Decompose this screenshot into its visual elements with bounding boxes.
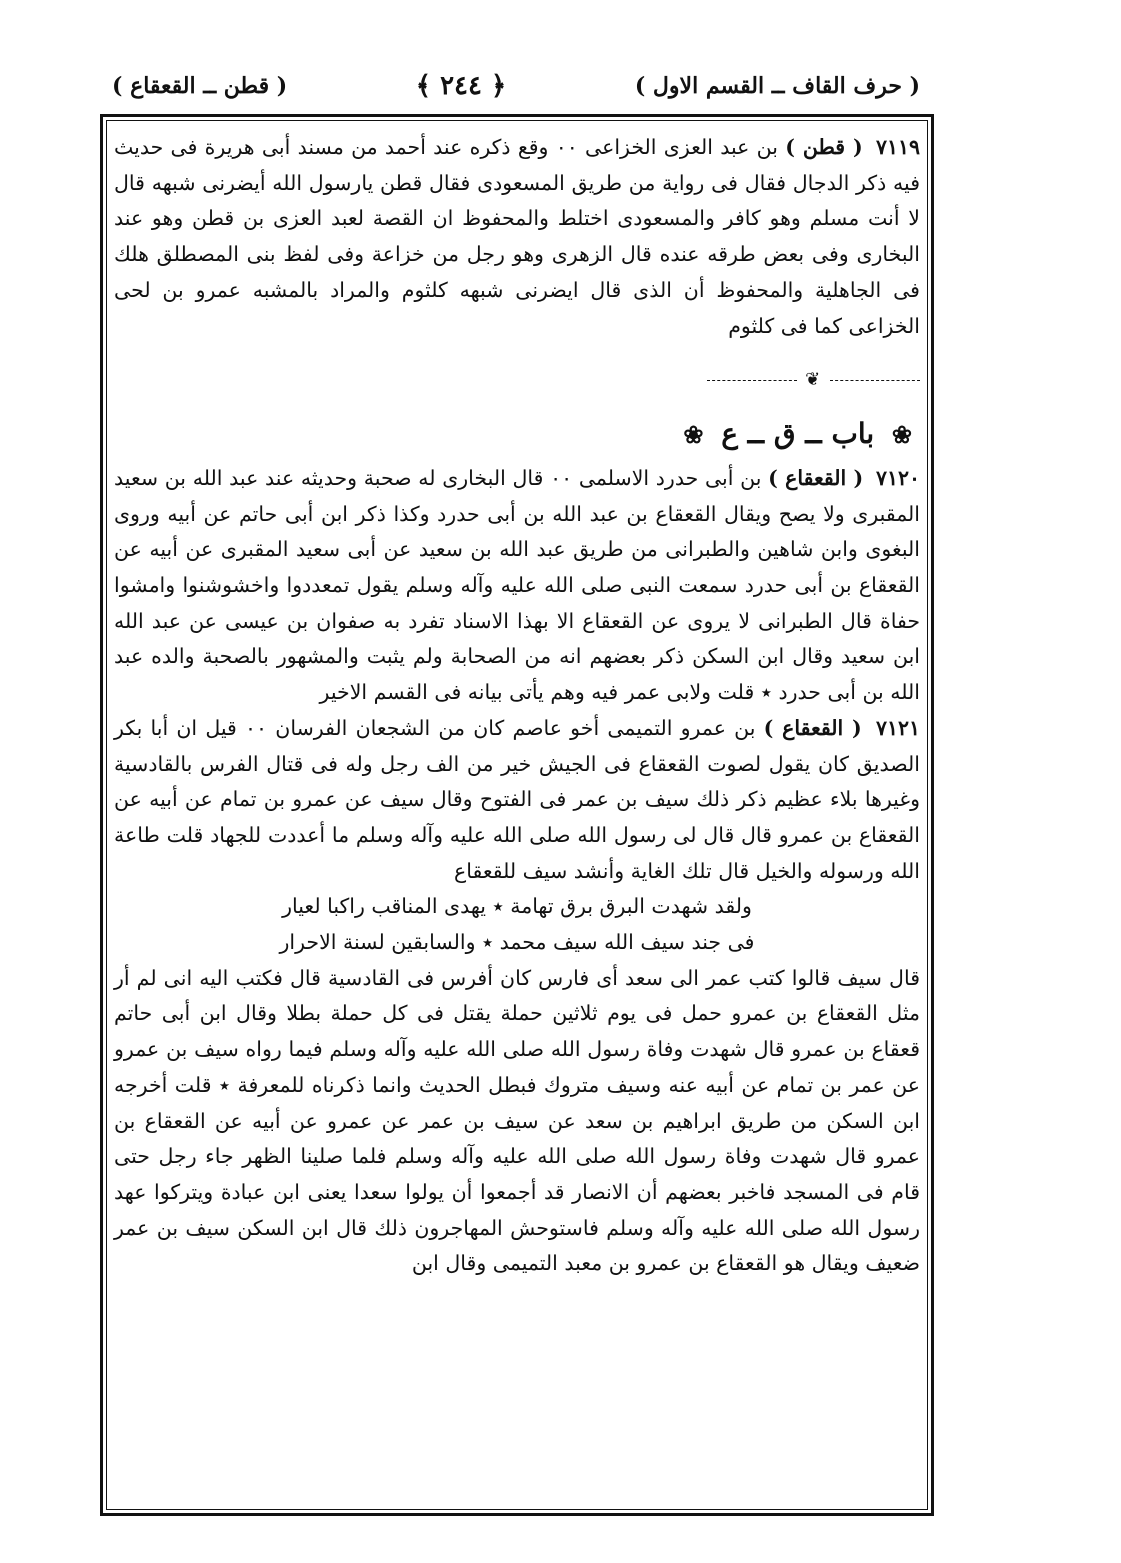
chapter-heading [114,412,920,457]
entry-7121-continuation: قال سيف قالوا كتب عمر الى سعد أى فارس كان أفرس فى القادسية قال فكتب اليه انى لم أر مثل القعقاع بن عمرو حمل فى يوم ثلاثين حملة يقتل فى كل حملة بطلا وقال ابن أبى حاتم قعقاع بن عمرو قال شهدت وفاة رسول الله صلى الله عليه وآله وسلم فيما رواه سيف بن عمرو عن عمر بن تمام عن أبيه عنه وسيف متروك فبطل الحديث وانما ذكرناه للمعرفة ٭ قلت أخرجه ابن السكن من طريق ابراهيم بن سعد عن سيف بن عمر عن عمرو عن أبيه عن القعقاع بن عمرو قال شهدت وفاة رسول الله صلى الله عليه وآله وسلم فلما صلينا الظهر جاء رجل حتى قام فى المسجد فاخبر بعضهم أن الانصار قد أجمعوا أن يولوا سعدا يعنى ابن عبادة ويتركوا عهد رسول الله صلى الله عليه وآله وسلم فاستوحش المهاجرون ذلك قال ابن السكن سيف بن عمر ضعيف ويقال هو القعقاع بن عمرو بن معبد التميمى وقال ابن [114,965,920,1276]
header-right-title: ( حرف القاف ــ القسم الاول ) [634,73,920,99]
entry-number: ٧١٢١ [875,715,920,740]
entry-text: بن أبى حدرد الاسلمى ٠٠ قال البخارى له صحبة وحديثه عند عبد الله بن سعيد المقبرى ولا يصح ويقال القعقاع بن عبد الله بن أبى حدرد وكذا ذكر ابن أبى حاتم عن أبيه وروى البغوى وابن شاهين والطبرانى من طريق عبد الله بن سعيد عن أبى سعيد المقبرى عن أبيه عن القعقاع بن أبى حدرد سمعت النبى صلى الله عليه وآله وسلم يقول تمعددوا واخشوشنوا وامشوا حفاة قال الطبرانى لا يروى عن القعقاع الا بهذا الاسناد تفرد به صفوان بن عيسى عن عبد الله ابن سعيد وقال ابن السكن ذكر بعضهم انه من الصحابة ولم يثبت والمشهور بالصحبة والده عبد الله بن أبى حدرد ٭ قلت ولابى عمر فيه وهم يأتى بيانه فى القسم الاخير [114,465,920,705]
flourish-icon-right: ❀ [891,419,912,449]
entry-7119 [114,130,920,344]
page-number: ﴿ ٢٤٤ ﴾ [415,71,507,101]
section-divider [114,362,920,398]
chapter-title: باب ــ ق ــ ع [721,416,875,450]
entry-name: ( القعقاع ) [763,715,862,740]
divider-ornament-icon: ❦ [805,369,823,391]
entry-text: بن عمرو التميمى أخو عاصم كان من الشجعان الفرسان ٠٠ قيل ان أبا بكر الصديق كان يقول لصوت القعقاع فى الجيش خير من الف رجل وله فى قتال الفرس بالقادسية وغيرها بلاء عظيم ذكر ذلك سيف بن عمر فى الفتوح وقال سيف عن عمرو بن تمام عن أبيه عن القعقاع بن عمرو قال قال لى رسول الله صلى الله عليه وآله وسلم ما أعددت للجهاد قلت طاعة الله ورسوله والخيل قال تلك الغاية وأنشد سيف للقعقاع [114,715,920,883]
entry-text: بن عبد العزى الخزاعى ٠٠ وقع ذكره عند أحمد من مسند أبى هريرة فى حديث فيه ذكر الدجال فقال فى رواية من طريق المسعودى فقال قطن يارسول الله أيضرنى شبهه قال لا أنت مسلم وهو كافر والمسعودى اختلط والمحفوظ ان القصة لعبد العزى بن قطن وهو عند البخارى وفى بعض طرقه عنده قال الزهرى وهو رجل من خزاعة وفى لفظ بنى المصطلق هلك فى الجاهلية والمحفوظ أن الذى قال ايضرنى شبهه كلثوم والمراد بالمشبه عمرو بن لحى الخزاعى كما فى كلثوم [114,135,920,338]
poem-verse-1: ولقد شهدت البرق برق تهامة ٭ يهدى المناقب راكبا لعيار [282,894,752,919]
entry-number: ٧١٢٠ [875,465,920,490]
entry-number: ٧١١٩ [875,135,920,159]
flourish-icon-left: ❀ [683,419,704,449]
page-header [112,66,920,106]
header-left-title: ( قطن ــ القعقاع ) [112,73,288,99]
entry-7121 [114,711,920,890]
entry-7120 [114,461,920,711]
entry-name: ( قطن ) [785,135,863,159]
poem-verse-2: فى جند سيف الله سيف محمد ٭ والسابقين لسنة الاحرار [279,930,755,955]
divider-rule-right [830,380,920,381]
page-body [114,130,920,1282]
entry-name: ( القعقاع ) [768,465,864,490]
divider-rule-left [707,380,797,381]
